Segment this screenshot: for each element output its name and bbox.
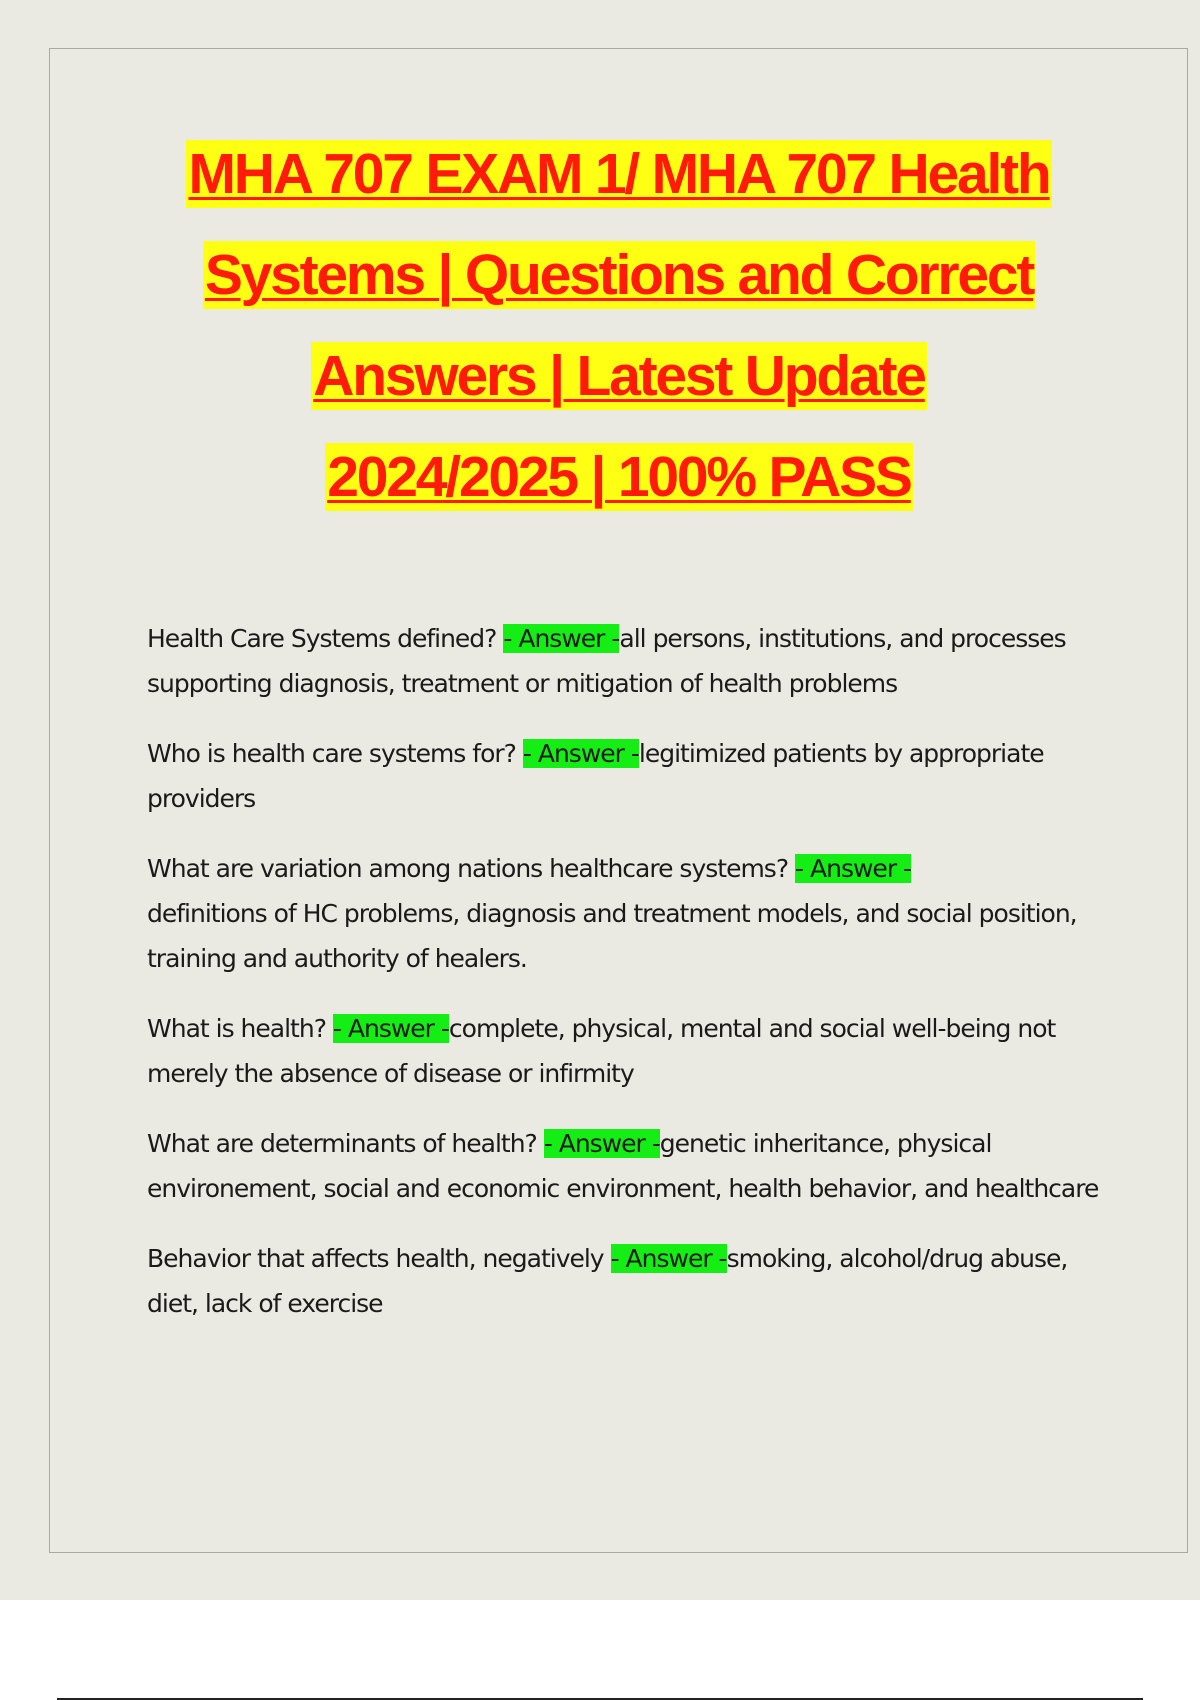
title-line-2: Systems | Questions and Correct [204, 243, 1034, 307]
answer-label: - Answer - [503, 624, 620, 653]
qa-item [147, 1006, 1107, 1096]
answer-text: genetic inheritance, physical environement, social and economic environment, health behavior, and healthcare [147, 1129, 1099, 1203]
answer-label: - Answer - [795, 854, 912, 883]
qa-list [147, 616, 1107, 1346]
answer-label: - Answer - [332, 1014, 449, 1043]
answer-label: - Answer - [610, 1244, 727, 1273]
question-text: What are determinants of health? [147, 1129, 544, 1158]
question-text: Health Care Systems defined? [147, 624, 504, 653]
answer-label: - Answer - [543, 1129, 660, 1158]
question-text: What is health? [147, 1014, 333, 1043]
qa-item [147, 616, 1107, 706]
qa-item [147, 731, 1107, 821]
qa-item [147, 846, 1107, 981]
question-text: Behavior that affects health, negatively [147, 1244, 611, 1273]
title-line-1: MHA 707 EXAM 1/ MHA 707 Health [188, 142, 1050, 206]
qa-item [147, 1236, 1107, 1326]
document-title [60, 140, 1178, 544]
answer-text: all persons, institutions, and processes supporting diagnosis, treatment or mitigation of health problems [147, 624, 1066, 698]
answer-text: legitimized patients by appropriate providers [147, 739, 1044, 813]
qa-item [147, 1121, 1107, 1211]
title-line-4: 2024/2025 | 100% PASS [327, 445, 911, 509]
answer-label: - Answer - [522, 739, 639, 768]
answer-text: smoking, alcohol/drug abuse, diet, lack of exercise [147, 1244, 1068, 1318]
answer-text: complete, physical, mental and social well-being not merely the absence of disease or infirmity [147, 1014, 1056, 1088]
question-text: Who is health care systems for? [147, 739, 523, 768]
answer-text: definitions of HC problems, diagnosis and treatment models, and social position, training and authority of healers. [147, 899, 1077, 973]
title-line-3: Answers | Latest Update [313, 344, 925, 408]
question-text: What are variation among nations healthcare systems? [147, 854, 796, 883]
